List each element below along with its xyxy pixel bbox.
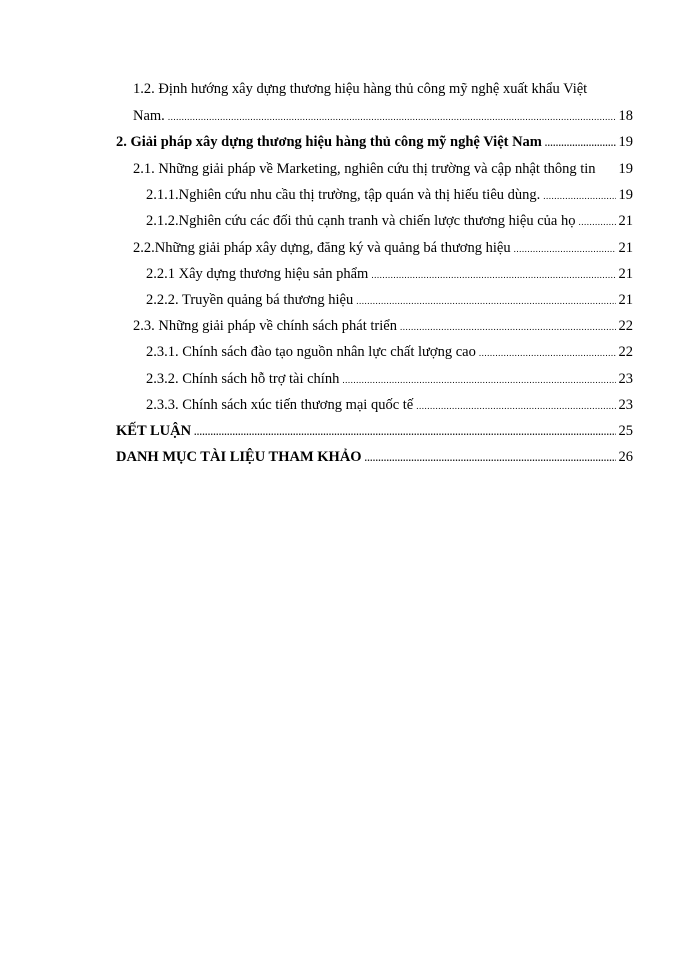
toc-page-number: 21 — [618, 266, 633, 282]
toc-page-number: 26 — [618, 449, 633, 465]
toc-entry-2-3-3[interactable] — [146, 395, 633, 416]
toc-entry-2-3-1[interactable] — [146, 342, 633, 363]
toc-entry-label: 2.2.1 Xây dựng thương hiệu sản phẩm — [146, 266, 369, 282]
toc-entry-label: 2.1.2.Nghiên cứu các đối thủ cạnh tranh và chiến lược thương hiệu của họ — [146, 213, 576, 229]
toc-entry-2-1-2[interactable] — [146, 211, 633, 232]
toc-page-number: 19 — [618, 134, 633, 150]
toc-entry-2-3-2[interactable] — [146, 369, 633, 390]
dot-leader — [400, 317, 616, 337]
toc-page-number: 23 — [618, 371, 633, 387]
toc-entry-label: Nam. — [133, 108, 165, 124]
toc-entry-2-1[interactable] — [133, 159, 633, 179]
toc-page-number: 19 — [618, 187, 633, 203]
dot-leader — [545, 133, 616, 153]
toc-page-number: 21 — [618, 240, 633, 256]
toc-entry-label: 2. Giải pháp xây dựng thương hiệu hàng thủ công mỹ nghệ Việt Nam — [116, 134, 542, 150]
toc-page-number: 22 — [618, 344, 633, 360]
dot-leader — [543, 186, 615, 206]
toc-page-number: 23 — [618, 397, 633, 413]
toc-page-number: 21 — [618, 292, 633, 308]
dot-leader — [514, 239, 616, 259]
toc-entry-references[interactable] — [116, 447, 633, 468]
toc-entry-label: 2.3.1. Chính sách đào tạo nguồn nhân lực chất lượng cao — [146, 344, 476, 360]
toc-page-number: 25 — [618, 423, 633, 439]
toc-page-number: 19 — [618, 161, 633, 177]
dot-leader — [342, 370, 615, 390]
dot-leader — [578, 212, 615, 232]
dot-leader — [168, 107, 616, 127]
toc-entry-label-line1: 1.2. Định hướng xây dựng thương hiệu hàng thủ công mỹ nghệ xuất khẩu Việt — [133, 81, 588, 97]
toc-entry-label: 2.3. Những giải pháp về chính sách phát triển — [133, 318, 397, 334]
dot-leader — [365, 448, 616, 468]
toc-entry-2[interactable] — [116, 132, 633, 153]
dot-leader — [371, 265, 615, 285]
toc-entry-label: 2.1. Những giải pháp về Marketing, nghiên cứu thị trường và cập nhật thông tin — [133, 161, 596, 177]
dot-leader — [479, 343, 616, 363]
toc-entry-2-2-2[interactable] — [146, 290, 633, 311]
toc-entry-label: 2.2.2. Truyền quảng bá thương hiệu — [146, 292, 354, 308]
toc-entry-1-2-line1 — [133, 79, 633, 99]
toc-entry-label: DANH MỤC TÀI LIỆU THAM KHẢO — [116, 449, 362, 465]
toc-entry-1-2[interactable] — [133, 106, 633, 127]
toc-entry-label: 2.3.3. Chính sách xúc tiến thương mại quốc tế — [146, 397, 414, 413]
toc-page-number: 22 — [618, 318, 633, 334]
toc-entry-label: 2.3.2. Chính sách hỗ trợ tài chính — [146, 371, 340, 387]
toc-entry-label: 2.1.1.Nghiên cứu nhu cầu thị trường, tập quán và thị hiếu tiêu dùng. — [146, 187, 541, 203]
toc-entry-2-2-1[interactable] — [146, 264, 633, 285]
toc-entry-label: 2.2.Những giải pháp xây dựng, đăng ký và quảng bá thương hiệu — [133, 240, 511, 256]
toc-entry-label: KẾT LUẬN — [116, 423, 192, 439]
dot-leader — [416, 396, 615, 416]
toc-entry-ket-luan[interactable] — [116, 421, 633, 442]
toc-entry-2-2[interactable] — [133, 238, 633, 259]
toc-entry-2-3[interactable] — [133, 316, 633, 337]
toc-entry-2-1-1[interactable] — [146, 185, 633, 206]
toc-page-number: 18 — [618, 108, 633, 124]
toc-page-number: 21 — [618, 213, 633, 229]
dot-leader — [194, 422, 615, 442]
dot-leader — [356, 291, 615, 311]
